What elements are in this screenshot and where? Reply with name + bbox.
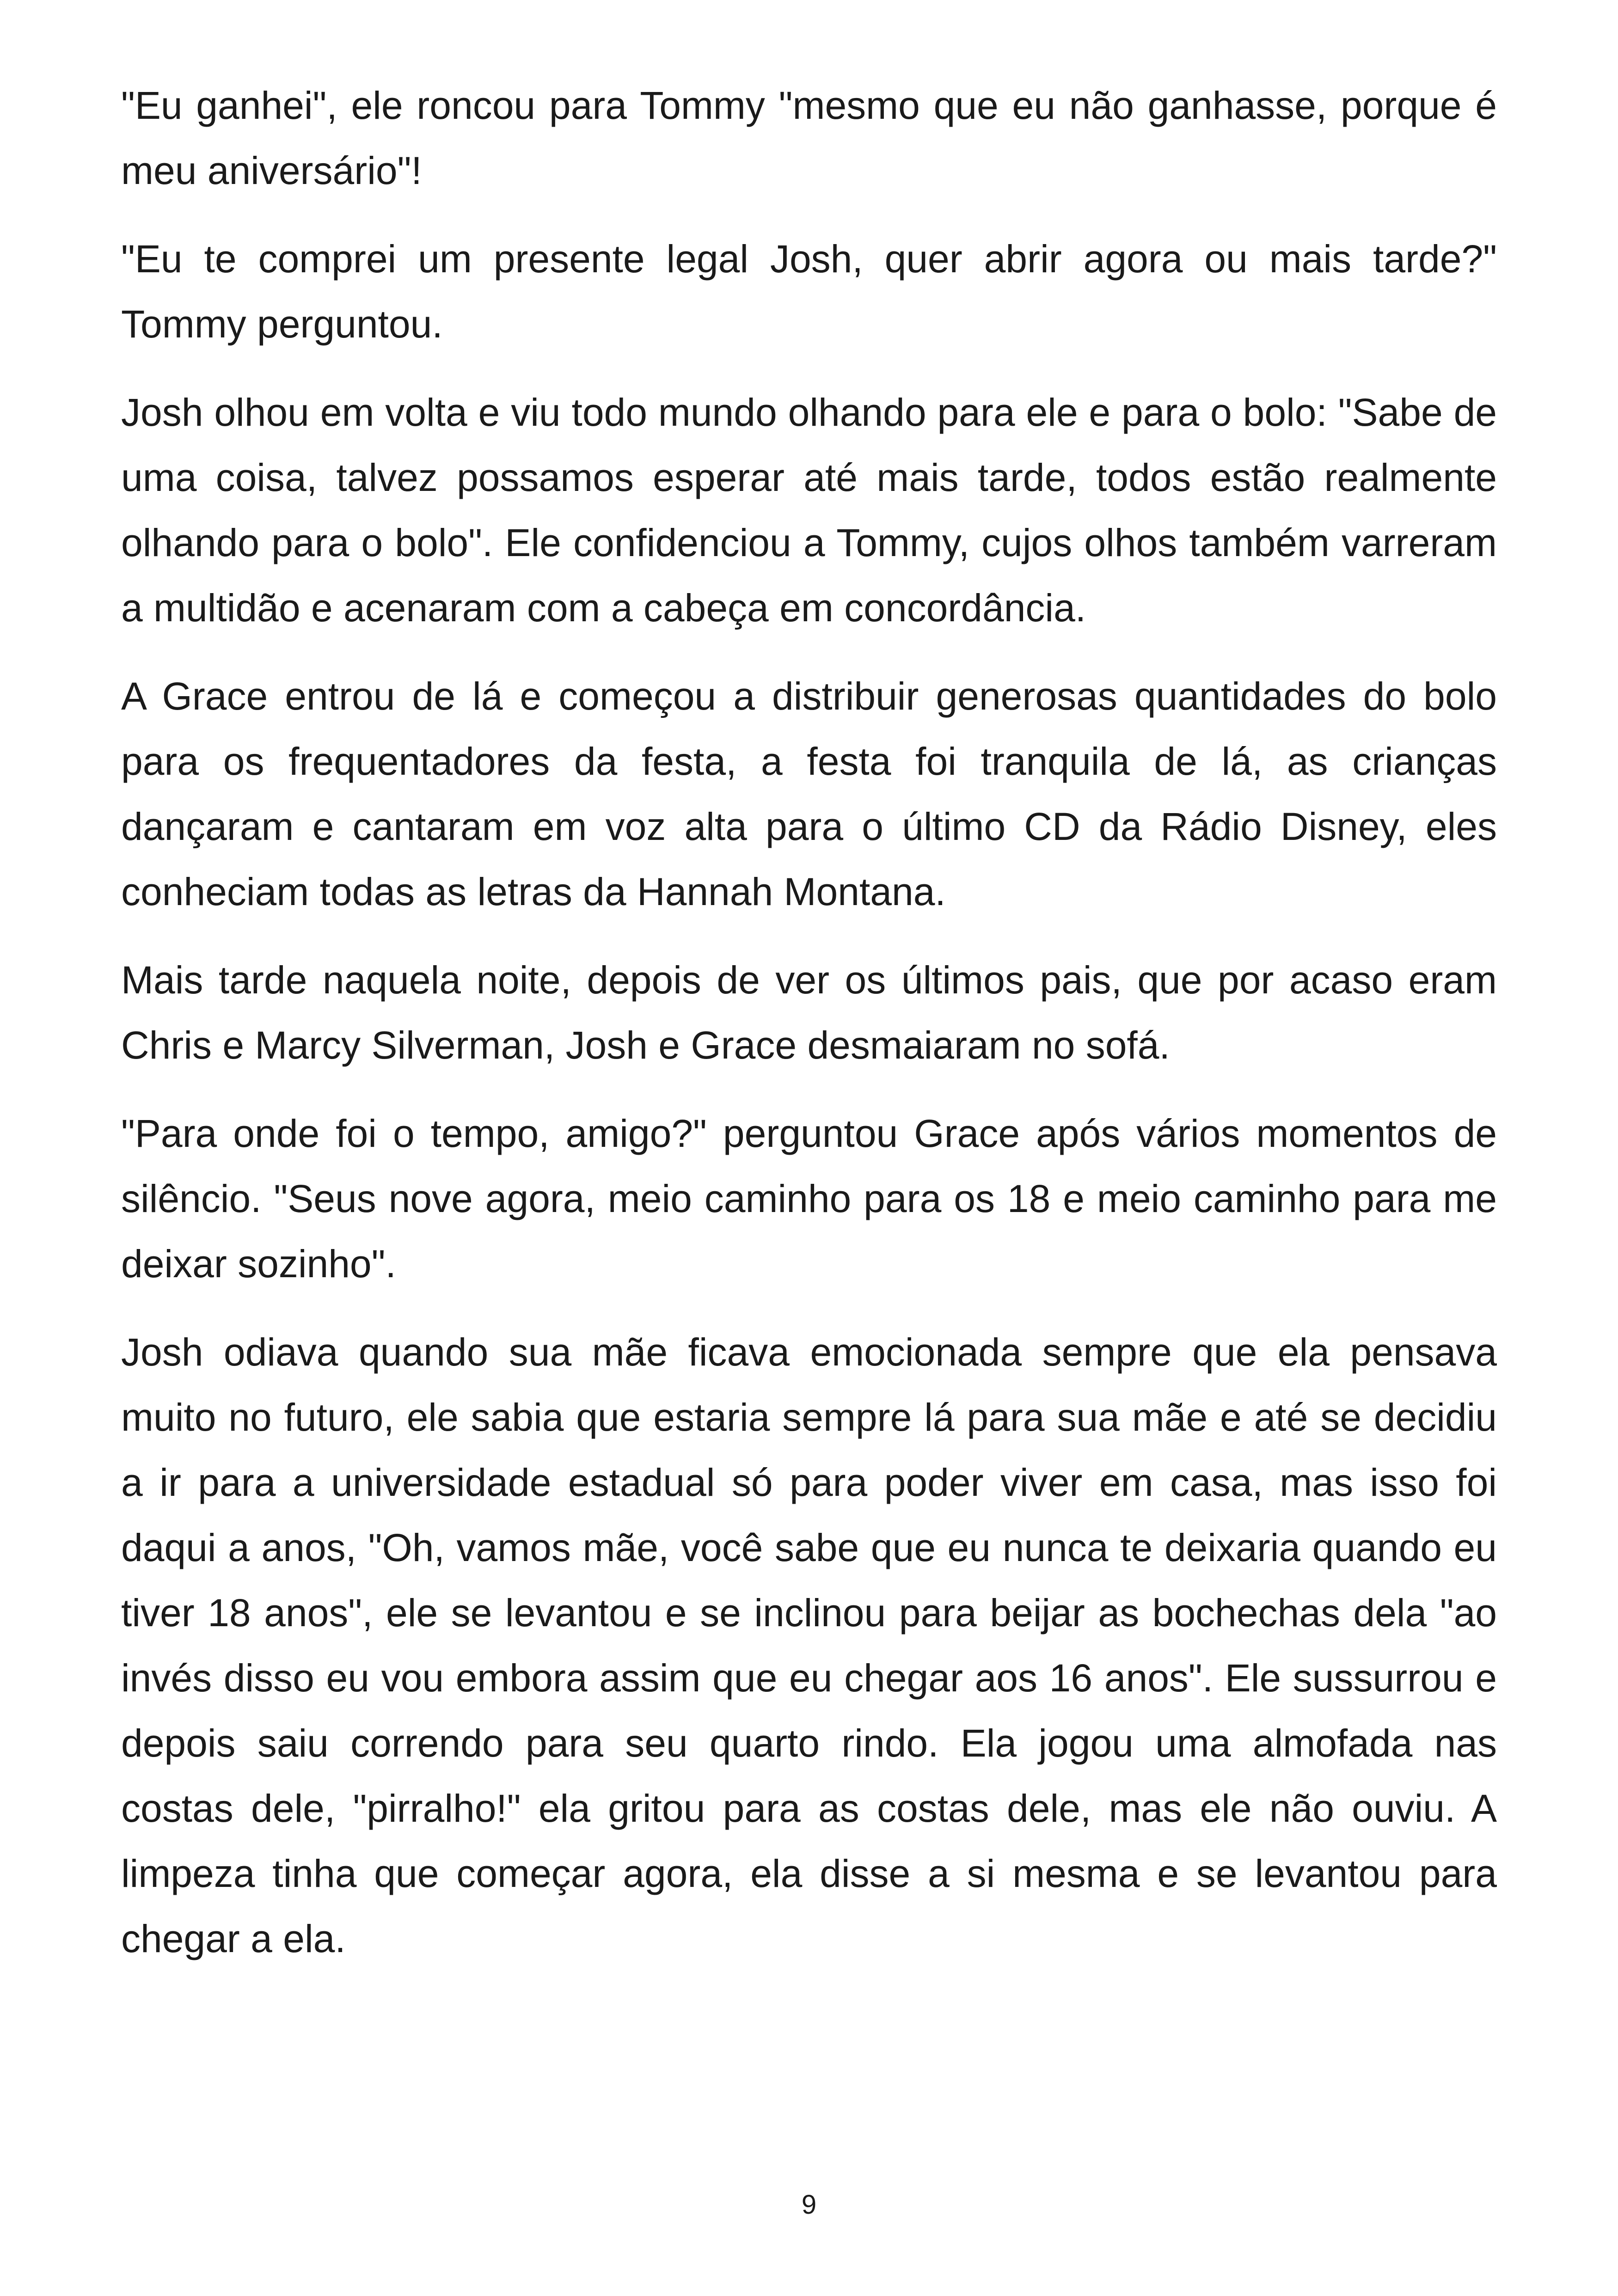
paragraph-6: "Para onde foi o tempo, amigo?" perguntou Grace após vários momentos de silêncio. "Seus nove agora, meio caminho para os 18 e meio caminho para me deixar sozinho". (121, 1112, 1497, 1286)
paragraph-3: Josh olhou em volta e viu todo mundo olhando para ele e para o bolo: "Sabe de uma coisa, talvez possamos esperar até mais tarde, todos estão realmente olhando para o bolo". Ele confidenciou a Tommy, cujos olhos também varreram a multidão e acenaram com a cabeça em concordância. (121, 391, 1497, 630)
paragraph-7: Josh odiava quando sua mãe ficava emocionada sempre que ela pensava muito no futuro, ele sabia que estaria sempre lá para sua mãe e até se decidiu a ir para a universidade estadual só para poder viver em casa, mas isso foi daqui a anos, "Oh, vamos mãe, você sabe que eu nunca te deixaria quando eu tiver 18 anos", ele se levantou e se inclinou para beijar as bochechas dela "ao invés disso eu vou embora assim que eu chegar aos 16 anos". Ele sussurrou e depois saiu correndo para seu quarto rindo. Ela jogou uma almofada nas costas dele, "pirralho!" ela gritou para as costas dele, mas ele não ouviu. A limpeza tinha que começar agora, ela disse a si mesma e se levantou para chegar a ela. (121, 1330, 1497, 1960)
paragraph-5: Mais tarde naquela noite, depois de ver os últimos pais, que por acaso eram Chris e Marcy Silverman, Josh e Grace desmaiaram no sofá. (121, 958, 1497, 1067)
paragraph-1: "Eu ganhei", ele roncou para Tommy "mesmo que eu não ganhasse, porque é meu aniversário"! (121, 84, 1497, 192)
page-number: 9 (801, 2190, 817, 2220)
body-text (121, 73, 1497, 1971)
paragraph-4: A Grace entrou de lá e começou a distribuir generosas quantidades do bolo para os frequentadores da festa, a festa foi tranquila de lá, as crianças dançaram e cantaram em voz alta para o último CD da Rádio Disney, eles conheciam todas as letras da Hannah Montana. (121, 674, 1497, 913)
paragraph-2: "Eu te comprei um presente legal Josh, quer abrir agora ou mais tarde?" Tommy perguntou. (121, 237, 1497, 346)
